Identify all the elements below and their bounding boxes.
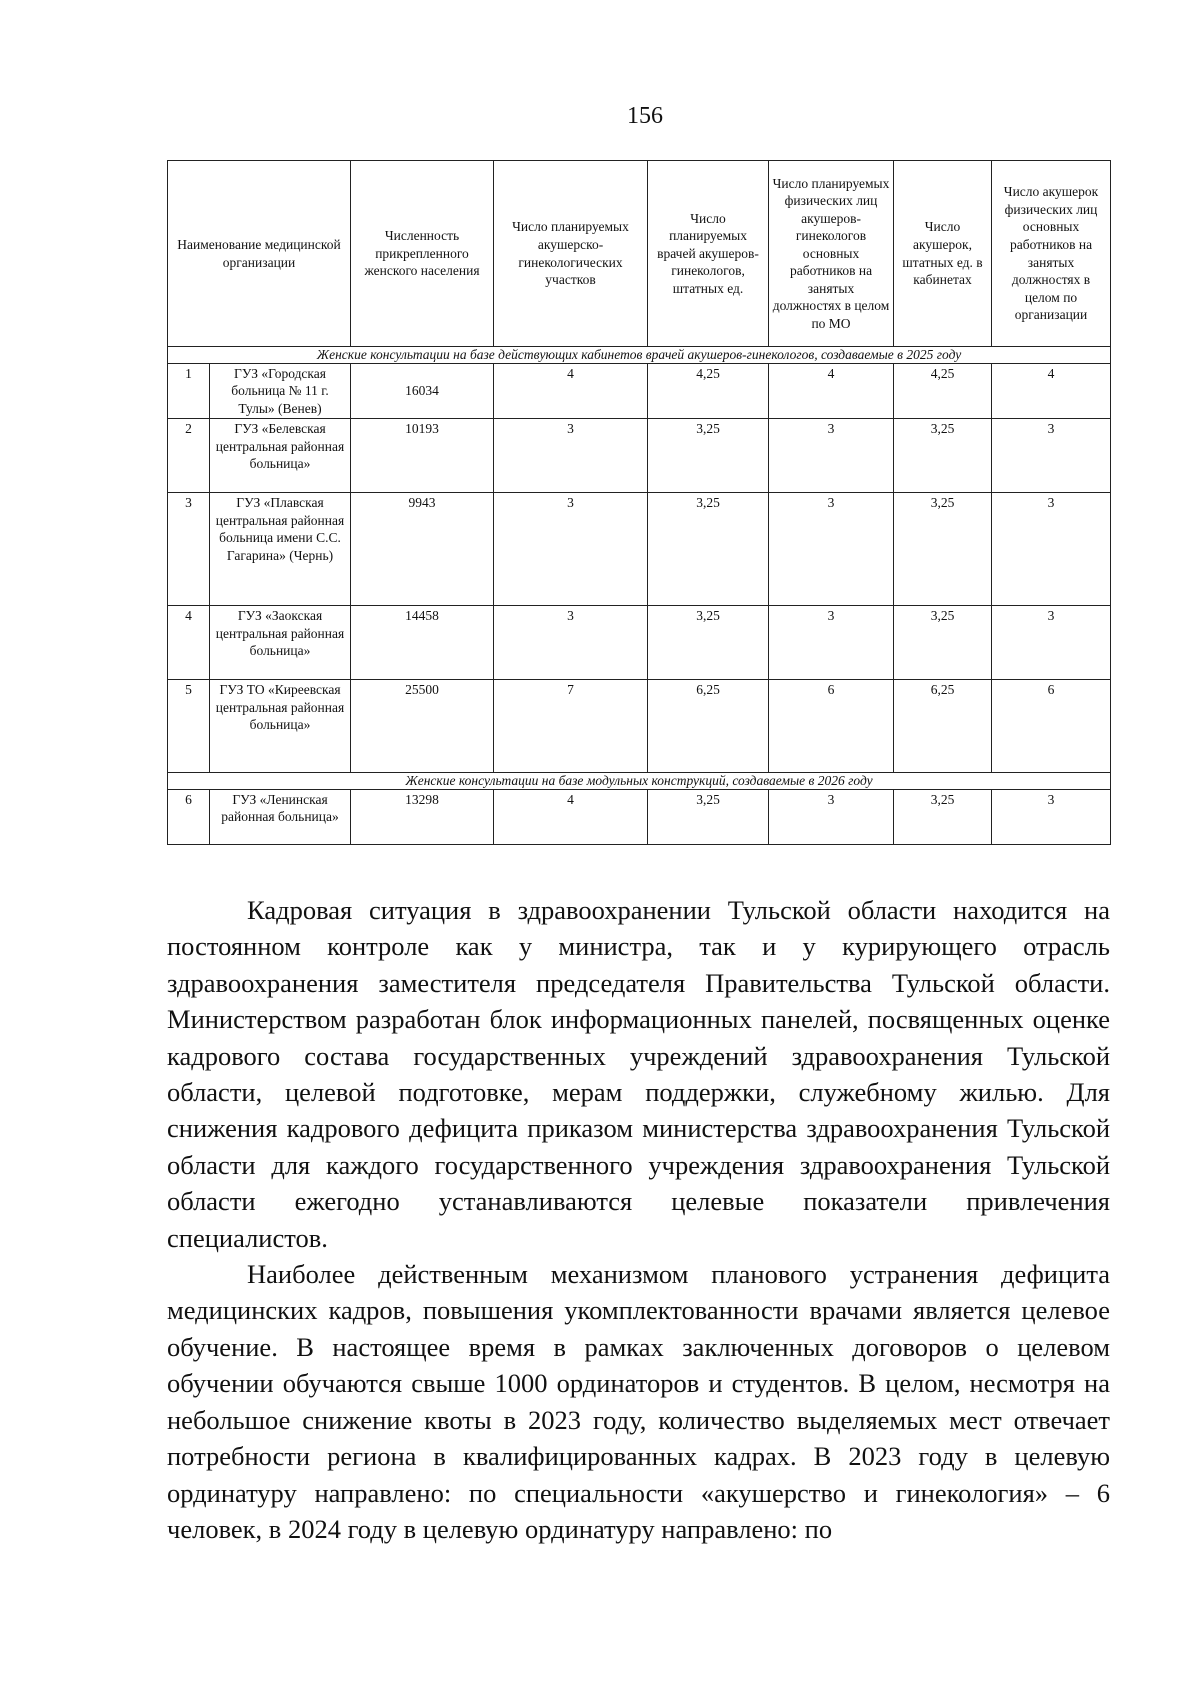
organization-name: ГУЗ «Белевская центральная районная больница» xyxy=(210,419,351,493)
doctors-physical-cell: 4 xyxy=(769,363,894,419)
midwives-physical-cell: 6 xyxy=(992,680,1111,773)
population-cell: 10193 xyxy=(351,419,494,493)
organization-name: ГУЗ «Плавская центральная районная больница имени С.С. Гагарина» (Чернь) xyxy=(210,493,351,606)
organization-name: ГУЗ ТО «Киреевская центральная районная больница» xyxy=(210,680,351,773)
midwives-cell: 3,25 xyxy=(894,789,992,844)
table-row xyxy=(168,419,1111,493)
doctors-physical-cell: 3 xyxy=(769,606,894,680)
districts-cell: 7 xyxy=(494,680,648,773)
staffing-table xyxy=(167,160,1111,845)
doctors-physical-cell: 3 xyxy=(769,419,894,493)
doctors-physical-cell: 6 xyxy=(769,680,894,773)
midwives-physical-cell: 3 xyxy=(992,606,1111,680)
doctors-physical-cell: 3 xyxy=(769,789,894,844)
body-text xyxy=(167,892,1110,1547)
row-number: 4 xyxy=(168,606,210,680)
districts-cell: 4 xyxy=(494,363,648,419)
midwives-physical-cell: 3 xyxy=(992,419,1111,493)
population-cell: 13298 xyxy=(351,789,494,844)
doctors-cell: 4,25 xyxy=(648,363,769,419)
districts-cell: 3 xyxy=(494,419,648,493)
districts-cell: 3 xyxy=(494,606,648,680)
organization-name: ГУЗ «Заокская центральная районная больница» xyxy=(210,606,351,680)
organization-name: ГУЗ «Ленинская районная больница» xyxy=(210,789,351,844)
midwives-cell: 3,25 xyxy=(894,493,992,606)
header-midwives-physical: Число акушерок физических лиц основных работников на занятых должностях в целом по организации xyxy=(992,161,1111,347)
header-districts: Число планируемых акушерско-гинекологических участков xyxy=(494,161,648,347)
doctors-cell: 3,25 xyxy=(648,606,769,680)
header-population: Численность прикрепленного женского населения xyxy=(351,161,494,347)
midwives-physical-cell: 4 xyxy=(992,363,1111,419)
population-cell: 9943 xyxy=(351,493,494,606)
doctors-cell: 6,25 xyxy=(648,680,769,773)
midwives-physical-cell: 3 xyxy=(992,493,1111,606)
table-row xyxy=(168,606,1111,680)
header-doctors-physical: Число планируемых физических лиц акушеров-гинекологов основных работников на занятых должностях в целом по МО xyxy=(769,161,894,347)
header-organization: Наименование медицинской организации xyxy=(168,161,351,347)
midwives-cell: 6,25 xyxy=(894,680,992,773)
districts-cell: 3 xyxy=(494,493,648,606)
population-cell: 16034 xyxy=(351,363,494,419)
header-midwives: Число акушерок, штатных ед. в кабинетах xyxy=(894,161,992,347)
row-number: 2 xyxy=(168,419,210,493)
population-cell: 25500 xyxy=(351,680,494,773)
paragraph: Наиболее действенным механизмом планового устранения дефицита медицинских кадров, повышения укомплектованности врачами является целевое обучение. В настоящее время в рамках заключенных договоров о целевом обучении обучаются свыше 1000 ординаторов и студентов. В целом, несмотря на небольшое снижение квоты в 2023 году, количество выделяемых мест отвечает потребности региона в квалифицированных кадрах. В 2023 году в целевую ординатуру направлено: по специальности «акушерство и гинекология» – 6 человек, в 2024 году в целевую ординатуру направлено: по xyxy=(167,1259,1110,1544)
midwives-cell: 3,25 xyxy=(894,419,992,493)
table-header-row xyxy=(168,161,1111,347)
doctors-cell: 3,25 xyxy=(648,789,769,844)
row-number: 1 xyxy=(168,363,210,419)
section-row xyxy=(168,347,1111,364)
row-number: 6 xyxy=(168,789,210,844)
section-row xyxy=(168,773,1111,790)
midwives-cell: 3,25 xyxy=(894,606,992,680)
organization-name: ГУЗ «Городская больница № 11 г. Тулы» (Венев) xyxy=(210,363,351,419)
table-row xyxy=(168,680,1111,773)
section-title-2026: Женские консультации на базе модульных конструкций, создаваемые в 2026 году xyxy=(168,773,1111,790)
doctors-cell: 3,25 xyxy=(648,493,769,606)
population-cell: 14458 xyxy=(351,606,494,680)
midwives-physical-cell: 3 xyxy=(992,789,1111,844)
paragraph: Кадровая ситуация в здравоохранении Тульской области находится на постоянном контроле как у министра, так и у курирующего отрасль здравоохранения заместителя председателя Правительства Тульской области. Министерством разработан блок информационных панелей, посвященных оценке кадрового состава государственных учреждений здравоохранения Тульской области, целевой подготовке, мерам поддержки, служебному жилью. Для снижения кадрового дефицита приказом министерства здравоохранения Тульской области для каждого государственного учреждения здравоохранения Тульской области ежегодно устанавливаются целевые показатели привлечения специалистов. xyxy=(167,895,1110,1253)
row-number: 5 xyxy=(168,680,210,773)
page-number: 156 xyxy=(627,103,663,129)
table-row xyxy=(168,363,1111,419)
doctors-cell: 3,25 xyxy=(648,419,769,493)
districts-cell: 4 xyxy=(494,789,648,844)
table-row xyxy=(168,493,1111,606)
section-title-2025: Женские консультации на базе действующих кабинетов врачей акушеров-гинекологов, создаваемые в 2025 году xyxy=(168,347,1111,364)
header-doctors: Число планируемых врачей акушеров-гинекологов, штатных ед. xyxy=(648,161,769,347)
midwives-cell: 4,25 xyxy=(894,363,992,419)
doctors-physical-cell: 3 xyxy=(769,493,894,606)
table-row xyxy=(168,789,1111,844)
row-number: 3 xyxy=(168,493,210,606)
